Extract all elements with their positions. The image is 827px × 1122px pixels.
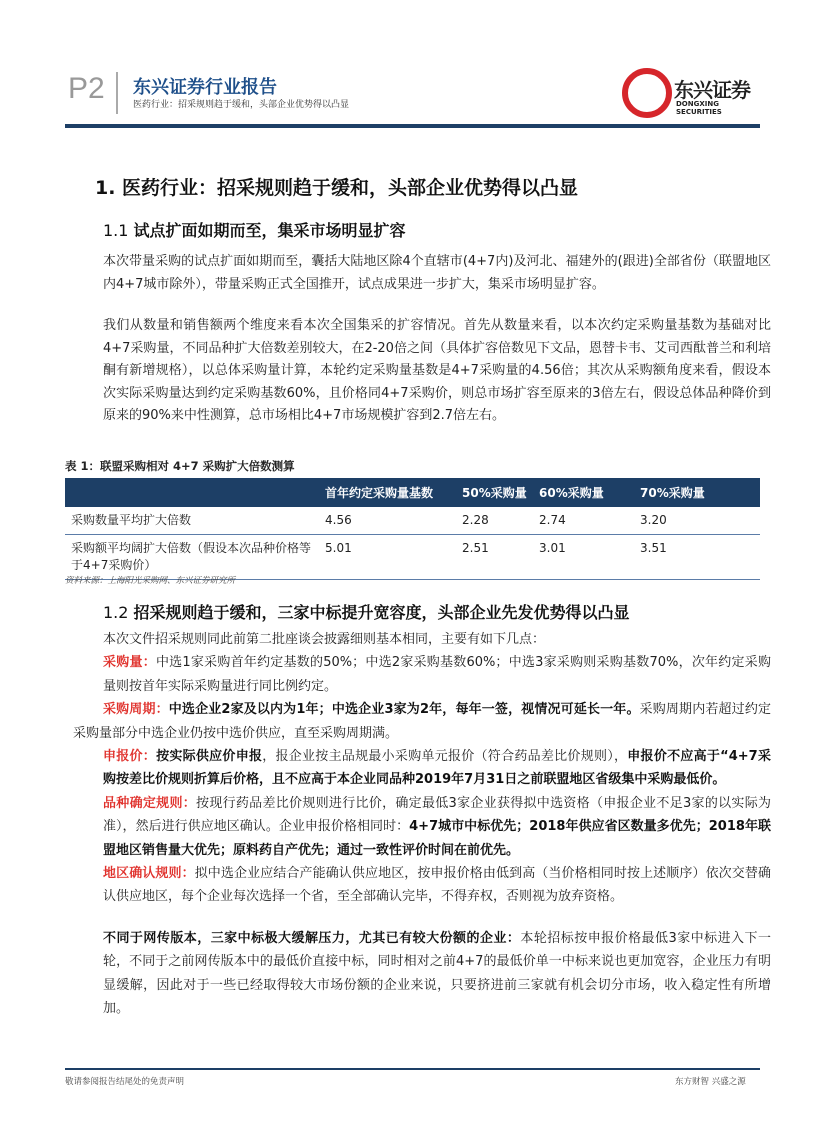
- cell: 2.74: [533, 507, 634, 535]
- text: 本轮招标按申报价格最低3家中标进入下一轮，不同于之前网传版本中的最低价直接中标，同时相对之前4+7的最低价单一中标来说也更加宽容，企业压力有明显缓解，因此对于一些已经取得较大市场份额的企业来说，只要挤进前三家就有机会切分市场，收入稳定性有所增加。: [103, 930, 771, 1017]
- cell: 3.51: [634, 535, 760, 580]
- table-row: [65, 507, 760, 535]
- header-rule: [65, 124, 760, 128]
- page-number: P2: [68, 72, 105, 105]
- paragraph-purchase-volume: [103, 651, 771, 698]
- paragraph: 本次文件招采规则同此前第二批座谈会披露细则基本相同，主要有如下几点：: [103, 632, 546, 647]
- section-heading-1: 1. 医药行业：招采规则趋于缓和，头部企业优势得以凸显: [95, 177, 579, 199]
- bold-text: 申报价不应高于“4+7采购按差比价规则折算后价格，且不应高于本企业同品种2019年7月31日之前联盟地区省级集中采购最低价。: [103, 749, 771, 788]
- column-header: 60%采购量: [533, 478, 634, 507]
- logo-cn: 东兴证券: [674, 78, 750, 102]
- cell: 4.56: [319, 507, 456, 535]
- column-header: 50%采购量: [456, 478, 533, 507]
- subsection-heading-1-1: [103, 218, 406, 241]
- report-title: 东兴证券行业报告: [133, 77, 277, 98]
- footer-disclaimer: 敬请参阅报告结尾处的免责声明: [65, 1077, 185, 1087]
- logo-emblem-icon: [622, 68, 672, 118]
- footer-slogan: 东方财智 兴盛之源: [675, 1077, 746, 1087]
- table-header-row: [65, 478, 760, 507]
- paragraph: 本次带量采购的试点扩面如期而至，囊括大陆地区除4个直辖市(4+7内)及河北、福建外的(跟进)全部省份（联盟地区内4+7城市除外），带量采购正式全国推开，试点成果进一步扩大，集采市场明显扩容。: [103, 254, 771, 292]
- cell: 2.51: [456, 535, 533, 580]
- subsection-heading-1-2: [103, 600, 630, 623]
- header-divider: [116, 72, 118, 114]
- heading-number: 1.1: [103, 221, 129, 240]
- label: 地区确认规则：: [103, 866, 195, 882]
- label: 品种确定规则：: [103, 795, 197, 811]
- table-caption: 表 1：联盟采购相对 4+7 采购扩大倍数测算: [65, 459, 295, 473]
- paragraph-conclusion: [103, 927, 771, 1021]
- table-source: 资料来源：上海阳光采购网、东兴证券研究所: [65, 576, 236, 586]
- paragraph-variety-rules: [103, 792, 771, 862]
- text: 按现行药品差比价规则进行比价，确定最低3家企业获得拟中选资格（申报企业不足3家的以实际为准），然后进行供应地区确认。企业申报价格相同时：: [103, 795, 771, 835]
- column-header: [65, 478, 319, 507]
- paragraph-region-rules: [103, 862, 771, 909]
- text: 中选1家采购首年约定基数的50%；中选2家采购基数60%；中选3家采购则采购基数70%，次年约定采购量则按首年实际采购量进行同比例约定。: [103, 655, 771, 694]
- bold-text: 中选企业2家及以内为1年；中选企业3家为2年，每年一签，视情况可延长一年。: [168, 702, 640, 718]
- data-table: [65, 478, 760, 580]
- footer-rule: [65, 1068, 760, 1070]
- label: 采购周期：: [103, 702, 169, 718]
- label: 采购量：: [103, 655, 156, 671]
- cell: 2.28: [456, 507, 533, 535]
- paragraph: 我们从数量和销售额两个维度来看本次全国集采的扩容情况。首先从数量来看，以本次约定采购量基数为基础对比4+7采购量，不同品种扩大倍数差别较大，在2-20倍之间（具体扩容倍数见下文品，恩替卡韦、艾司西酞普兰和利培酮有新增规格），以总体采购量计算，本轮约定采购量基数是4+7采购量的4.56倍；其次从采购额角度来看，假设本次实际采购量达到约定采购基数60%，且价格同4+7采购价，则总市场扩容至原来的3倍左右，假设总体品种降价到原来的90%来中性测算，总市场相比4+7市场规模扩容到2.7倍左右。: [103, 318, 771, 423]
- paragraph-declared-price: [103, 745, 771, 792]
- cell: 3.20: [634, 507, 760, 535]
- section-body: [73, 628, 771, 1021]
- text: 采购周期内若超过约定采购量部分中选企业仍按中选价供应，直至采购周期满。: [73, 702, 771, 741]
- bold-text: 不同于网传版本，三家中标极大缓解压力，尤其已有较大份额的企业：: [103, 930, 521, 946]
- paragraph-purchase-cycle: [73, 698, 771, 745]
- heading-text: 招采规则趋于缓和，三家中标提升宽容度，头部企业先发优势得以凸显: [133, 603, 630, 622]
- bold-text: 4+7城市中标优先；2018年供应省区数量多优先；2018年联盟地区销售量大优先；原料药自产优先；通过一致性评价时间在前优先。: [103, 819, 771, 858]
- company-logo: [622, 68, 762, 118]
- logo-en: DONGXING SECURITIES: [676, 100, 722, 116]
- column-header: 70%采购量: [634, 478, 760, 507]
- cell: 采购额平均阔扩大倍数（假设本次品种价格等于4+7采购价）: [65, 535, 319, 580]
- cell: 采购数量平均扩大倍数: [65, 507, 319, 535]
- report-subtitle: 医药行业：招采规则趋于缓和，头部企业优势得以凸显: [133, 100, 350, 110]
- column-header: 首年约定采购量基数: [319, 478, 456, 507]
- cell: 5.01: [319, 535, 456, 580]
- text: ，报企业按主品规最小采购单元报价（符合药品差比价规则），: [262, 749, 628, 765]
- label: 申报价：: [103, 749, 157, 765]
- cell: 3.01: [533, 535, 634, 580]
- heading-text: 试点扩面如期而至，集采市场明显扩容: [133, 221, 406, 240]
- heading-number: 1.2: [103, 603, 129, 622]
- text: 拟中选企业应结合产能确认供应地区，按申报价格由低到高（当价格相同时按上述顺序）依次交替确认供应地区，每个企业每次选择一个省，至全部确认完毕，不得弃权，否则视为放弃资格。: [103, 866, 771, 905]
- bold-text: 按实际供应价申报: [156, 749, 263, 765]
- table-row: [65, 535, 760, 580]
